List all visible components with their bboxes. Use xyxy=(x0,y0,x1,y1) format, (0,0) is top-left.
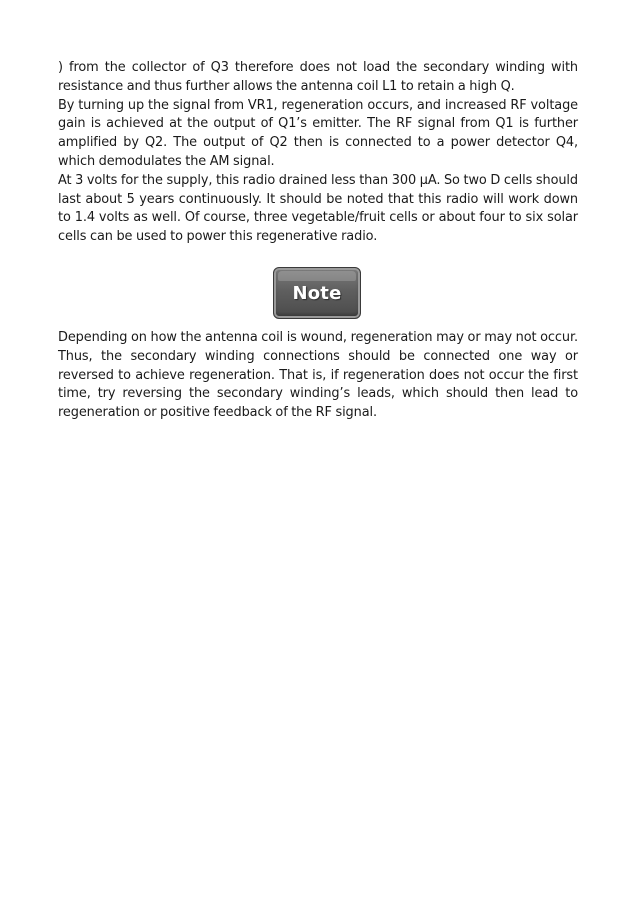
note-badge-icon xyxy=(273,267,361,319)
page-content xyxy=(58,59,578,423)
note-paragraph: Depending on how the antenna coil is wound, regeneration may or may not occur. Thus, the secondary winding connections should be connected one way or reversed to achieve regeneration. That is, if regeneration does not occur the first time, try reversing the secondary winding’s leads, which should then lead to regeneration or positive feedback of the RF signal. xyxy=(58,329,578,421)
note-label: Note xyxy=(292,283,342,305)
paragraph-collector-q3: ) from the collector of Q3 therefore does not load the secondary winding with resistance and thus further allows the antenna coil L1 to retain a high Q. xyxy=(58,60,578,94)
note-callout xyxy=(58,267,578,319)
paragraph-regeneration-gain: By turning up the signal from VR1, regeneration occurs, and increased RF voltage gain is achieved at the output of Q1’s emitter. The RF signal from Q1 is further amplified by Q2. The output of Q2 then is connected to a power detector Q4, which demodulates the AM signal. xyxy=(58,97,578,169)
paragraph-power-supply: At 3 volts for the supply, this radio drained less than 300 µA. So two D cells should last about 5 years continuously. It should be noted that this radio will work down to 1.4 volts as well. Of course, three vegetable/fruit cells or about four to six solar cells can be used to power this regenerative radio. xyxy=(58,172,578,245)
